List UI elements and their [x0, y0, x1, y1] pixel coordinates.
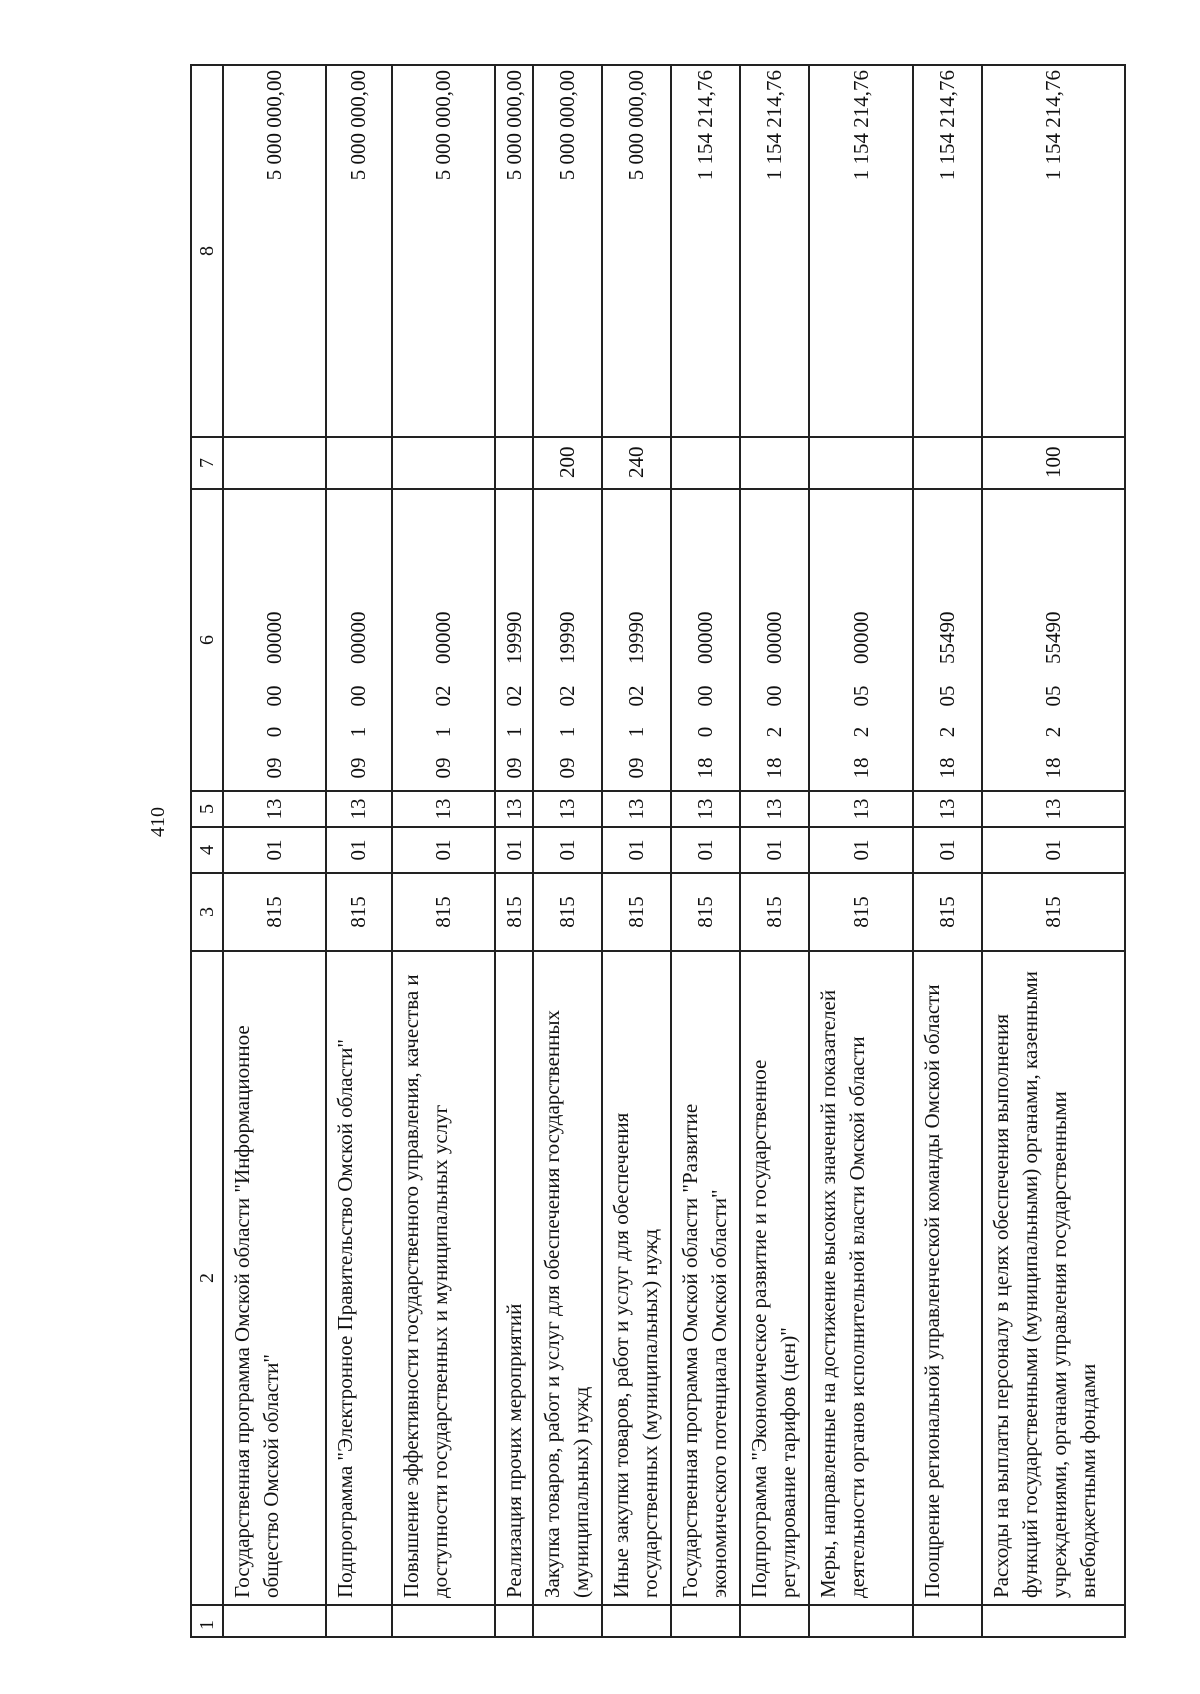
target-code-program: 18 [693, 757, 718, 779]
row-name: Меры, направленные на достижение высоких значений показателей деятельности органов исполнительной власти Омской области [809, 951, 913, 1605]
row-target-code [223, 489, 326, 791]
header-col-7: 7 [191, 437, 223, 489]
row-target-code [533, 489, 602, 791]
row-amount: 5 000 000,00 [533, 65, 602, 437]
row-name: Расходы на выплаты персоналу в целях обеспечения выполнения функций государственными (муниципальными) органами, казенными учреждениями, органами управления государственными внебюджетными фондами [982, 951, 1125, 1605]
row-col-1 [982, 1605, 1125, 1637]
target-code-subprogram: 2 [935, 726, 960, 738]
row-expense-type [392, 437, 496, 489]
table-body [223, 65, 1125, 1637]
row-admin-code: 815 [223, 873, 326, 951]
row-expense-type [223, 437, 326, 489]
row-section-code: 01 [982, 827, 1125, 873]
target-code-measure: 00 [261, 685, 286, 707]
target-code-program: 09 [261, 757, 286, 779]
row-col-1 [671, 1605, 740, 1637]
row-col-1 [495, 1605, 533, 1637]
target-code-direction: 00000 [261, 611, 286, 664]
target-code-subprogram: 2 [1041, 726, 1066, 738]
table-row [740, 65, 809, 1637]
row-name: Иные закупки товаров, работ и услуг для обеспечения государственных (муниципальных) нужд [602, 951, 671, 1605]
row-subsection-code: 13 [982, 791, 1125, 827]
header-col-4: 4 [191, 827, 223, 873]
target-code-subprogram: 1 [501, 726, 526, 738]
row-admin-code: 815 [495, 873, 533, 951]
target-code-direction: 00000 [762, 611, 787, 664]
target-code-subprogram: 1 [555, 726, 580, 738]
table-header-row [191, 65, 223, 1637]
row-col-1 [913, 1605, 982, 1637]
row-name: Подпрограмма "Экономическое развитие и государственное регулирование тарифов (цен)" [740, 951, 809, 1605]
row-name: Поощрение региональной управленческой команды Омской области [913, 951, 982, 1605]
target-code-measure: 05 [848, 685, 873, 707]
row-admin-code: 815 [326, 873, 392, 951]
header-col-6: 6 [191, 489, 223, 791]
row-target-code [602, 489, 671, 791]
row-col-1 [602, 1605, 671, 1637]
row-amount: 5 000 000,00 [392, 65, 496, 437]
target-code-subprogram: 1 [624, 726, 649, 738]
row-section-code: 01 [495, 827, 533, 873]
target-code-program: 09 [501, 757, 526, 779]
target-code-measure: 05 [935, 685, 960, 707]
row-amount: 1 154 214,76 [671, 65, 740, 437]
row-subsection-code: 13 [913, 791, 982, 827]
table-row [982, 65, 1125, 1637]
target-code-program: 09 [555, 757, 580, 779]
target-code-program: 18 [848, 757, 873, 779]
row-col-1 [740, 1605, 809, 1637]
target-code-measure: 00 [346, 685, 371, 707]
row-target-code [326, 489, 392, 791]
row-target-code [671, 489, 740, 791]
target-code-subprogram: 2 [848, 726, 873, 738]
row-section-code: 01 [602, 827, 671, 873]
target-code-measure: 00 [762, 685, 787, 707]
table-row [913, 65, 982, 1637]
target-code-program: 18 [1041, 757, 1066, 779]
row-subsection-code: 13 [326, 791, 392, 827]
row-subsection-code: 13 [533, 791, 602, 827]
target-code-direction: 00000 [430, 611, 455, 664]
row-admin-code: 815 [740, 873, 809, 951]
row-subsection-code: 13 [671, 791, 740, 827]
table-row [671, 65, 740, 1637]
budget-table [190, 64, 1126, 1638]
row-col-1 [809, 1605, 913, 1637]
row-amount: 5 000 000,00 [223, 65, 326, 437]
target-code-direction: 19990 [501, 611, 526, 664]
row-amount: 1 154 214,76 [913, 65, 982, 437]
header-col-1: 1 [191, 1605, 223, 1637]
row-subsection-code: 13 [392, 791, 496, 827]
target-code-subprogram: 1 [346, 726, 371, 738]
row-amount: 5 000 000,00 [326, 65, 392, 437]
target-code-measure: 02 [430, 685, 455, 707]
rotated-page-content [138, 38, 1138, 1638]
row-amount: 5 000 000,00 [602, 65, 671, 437]
row-target-code [913, 489, 982, 791]
row-admin-code: 815 [533, 873, 602, 951]
row-expense-type [913, 437, 982, 489]
row-target-code [809, 489, 913, 791]
row-name: Реализация прочих мероприятий [495, 951, 533, 1605]
row-subsection-code: 13 [740, 791, 809, 827]
target-code-direction: 00000 [346, 611, 371, 664]
table-row [495, 65, 533, 1637]
target-code-subprogram: 2 [762, 726, 787, 738]
target-code-measure: 00 [693, 685, 718, 707]
row-subsection-code: 13 [223, 791, 326, 827]
row-target-code [740, 489, 809, 791]
table-row [392, 65, 496, 1637]
row-expense-type: 200 [533, 437, 602, 489]
row-amount: 1 154 214,76 [740, 65, 809, 437]
table-row [602, 65, 671, 1637]
table-row [809, 65, 913, 1637]
row-col-1 [392, 1605, 496, 1637]
target-code-program: 18 [762, 757, 787, 779]
row-target-code [982, 489, 1125, 791]
header-col-2: 2 [191, 951, 223, 1605]
row-subsection-code: 13 [602, 791, 671, 827]
row-subsection-code: 13 [495, 791, 533, 827]
row-expense-type [326, 437, 392, 489]
row-name: Подпрограмма "Электронное Правительство Омской области" [326, 951, 392, 1605]
row-section-code: 01 [392, 827, 496, 873]
table-row [326, 65, 392, 1637]
page-number: 410 [147, 807, 169, 837]
header-col-3: 3 [191, 873, 223, 951]
row-amount: 5 000 000,00 [495, 65, 533, 437]
target-code-direction: 19990 [555, 611, 580, 664]
target-code-direction: 00000 [693, 611, 718, 664]
target-code-measure: 05 [1041, 685, 1066, 707]
row-expense-type [740, 437, 809, 489]
row-subsection-code: 13 [809, 791, 913, 827]
row-col-1 [326, 1605, 392, 1637]
table-row [533, 65, 602, 1637]
row-target-code [392, 489, 496, 791]
row-amount: 1 154 214,76 [982, 65, 1125, 437]
target-code-program: 18 [935, 757, 960, 779]
row-expense-type: 240 [602, 437, 671, 489]
row-col-1 [533, 1605, 602, 1637]
target-code-subprogram: 0 [693, 726, 718, 738]
row-section-code: 01 [223, 827, 326, 873]
target-code-direction: 00000 [848, 611, 873, 664]
row-admin-code: 815 [602, 873, 671, 951]
row-section-code: 01 [533, 827, 602, 873]
row-admin-code: 815 [392, 873, 496, 951]
target-code-program: 09 [346, 757, 371, 779]
row-name: Закупка товаров, работ и услуг для обеспечения государственных (муниципальных) нужд [533, 951, 602, 1605]
row-target-code [495, 489, 533, 791]
row-expense-type: 100 [982, 437, 1125, 489]
row-section-code: 01 [671, 827, 740, 873]
target-code-subprogram: 0 [261, 726, 286, 738]
target-code-subprogram: 1 [430, 726, 455, 738]
row-name: Государственная программа Омской области "Информационное общество Омской области" [223, 951, 326, 1605]
row-section-code: 01 [326, 827, 392, 873]
row-amount: 1 154 214,76 [809, 65, 913, 437]
row-admin-code: 815 [913, 873, 982, 951]
target-code-program: 09 [624, 757, 649, 779]
row-section-code: 01 [809, 827, 913, 873]
target-code-program: 09 [430, 757, 455, 779]
target-code-direction: 55490 [1041, 611, 1066, 664]
row-section-code: 01 [913, 827, 982, 873]
target-code-measure: 02 [501, 685, 526, 707]
row-admin-code: 815 [809, 873, 913, 951]
row-expense-type [495, 437, 533, 489]
row-name: Повышение эффективности государственного управления, качества и доступности государственных и муниципальных услуг [392, 951, 496, 1605]
row-name: Государственная программа Омской области "Развитие экономического потенциала Омской области" [671, 951, 740, 1605]
row-section-code: 01 [740, 827, 809, 873]
row-admin-code: 815 [982, 873, 1125, 951]
row-col-1 [223, 1605, 326, 1637]
target-code-measure: 02 [624, 685, 649, 707]
header-col-5: 5 [191, 791, 223, 827]
row-admin-code: 815 [671, 873, 740, 951]
target-code-direction: 19990 [624, 611, 649, 664]
target-code-measure: 02 [555, 685, 580, 707]
row-expense-type [671, 437, 740, 489]
table-row [223, 65, 326, 1637]
target-code-direction: 55490 [935, 611, 960, 664]
header-col-8: 8 [191, 65, 223, 437]
row-expense-type [809, 437, 913, 489]
